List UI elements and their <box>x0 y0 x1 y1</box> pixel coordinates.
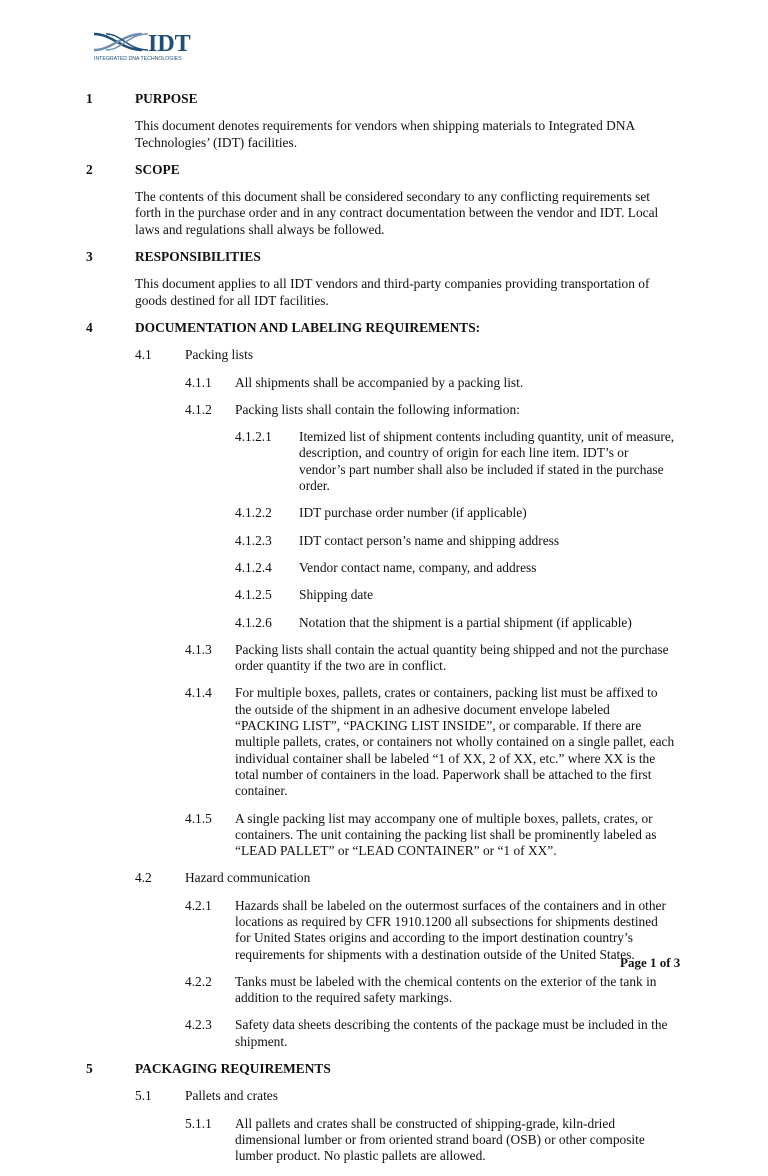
numbered-item <box>0 402 768 418</box>
svg-text:IDT: IDT <box>148 31 191 57</box>
paragraph <box>0 189 768 238</box>
item-text: Tanks must be labeled with the chemical contents on the exterior of the tank in addition to the required safety markings. <box>235 973 657 1006</box>
item-number: 4 <box>86 319 93 335</box>
numbered-item <box>0 587 768 603</box>
item-text: IDT purchase order number (if applicable) <box>299 505 527 521</box>
item-number: 4.1.2.5 <box>235 587 272 603</box>
item-text: Vendor contact name, company, and address <box>299 559 537 575</box>
item-text: PURPOSE <box>135 91 198 106</box>
section-heading <box>0 320 768 336</box>
item-text: Packing lists shall contain the actual quantity being shipped and not the purchase order quantity if the two are in conflict. <box>235 641 669 674</box>
item-number: 1 <box>86 91 93 106</box>
item-text: DOCUMENTATION AND LABELING REQUIREMENTS: <box>135 319 481 335</box>
idt-logo <box>92 28 220 62</box>
item-number: 4.1 <box>135 347 152 363</box>
item-text: A single packing list may accompany one of multiple boxes, pallets, crates, or containers. The unit containing the packing list shall be prominently labeled as “LEAD PALLET” or “LEAD CONTAINER” or “1 of XX”. <box>235 810 657 859</box>
item-number: 4.2.3 <box>185 1017 212 1033</box>
item-text: Notation that the shipment is a partial shipment (if applicable) <box>299 614 632 630</box>
item-number: 4.2.2 <box>185 973 212 989</box>
section-heading <box>0 249 768 265</box>
item-text: All pallets and crates shall be constructed of shipping-grade, kiln-dried dimensional lumber or from oriented strand board (OSB) or other composite lumber product. No plastic pallets are allowed. <box>235 1115 645 1164</box>
numbered-item <box>0 870 768 886</box>
svg-text:INTEGRATED DNA TECHNOLOGIES: INTEGRATED DNA TECHNOLOGIES <box>94 56 182 62</box>
numbered-item <box>0 505 768 521</box>
item-number: 4.2 <box>135 870 152 886</box>
item-number: 5.1 <box>135 1088 152 1104</box>
numbered-item <box>0 615 768 631</box>
item-text: All shipments shall be accompanied by a packing list. <box>235 374 524 390</box>
numbered-item <box>0 1088 768 1104</box>
item-text: Itemized list of shipment contents including quantity, unit of measure, description, and country of origin for each line item. IDT’s or vendor’s part number shall also be included if stated in the purchase order. <box>299 429 675 494</box>
item-number: 4.1.4 <box>185 685 212 701</box>
section-heading <box>0 162 768 178</box>
page-number: Page 1 of 3 <box>620 955 681 970</box>
item-text: The contents of this document shall be considered secondary to any conflicting requirements set forth in the purchase order and in any contract documentation between the vendor and IDT. Local laws and regulations shall always be followed. <box>135 189 659 237</box>
item-text: Hazard communication <box>185 870 311 886</box>
item-number: 4.1.2.1 <box>235 429 272 445</box>
item-number: 4.1.2.4 <box>235 559 272 575</box>
item-text: For multiple boxes, pallets, crates or containers, packing list must be affixed to the outside of the shipment in an adhesive document envelope labeled “PACKING LIST”, “PACKING LIST INSIDE”, or comparable. If there are multiple pallets, crates, or containers not wholly contained on a single pallet, each individual container shall be labeled “1 of XX, 2 of XX, etc.” where XX is the total number of containers in the load. Paperwork shall be attached to the first container. <box>235 685 675 799</box>
numbered-item <box>0 642 768 675</box>
numbered-item <box>0 898 768 963</box>
item-text: Hazards shall be labeled on the outermost surfaces of the containers and in other locations as required by CFR 1910.1200 all subsections for shipments destined for United States origins and according to the import destination country’s requirements for shipments with a destination outside of the United States. <box>235 897 666 962</box>
item-text: This document applies to all IDT vendors and third-party companies providing transportation of goods destined for all IDT facilities. <box>135 276 650 308</box>
item-text: Shipping date <box>299 587 374 603</box>
section-heading <box>0 1061 768 1077</box>
item-number: 5.1.1 <box>185 1115 212 1131</box>
item-number: 4.1.2 <box>185 401 212 417</box>
paragraph <box>0 118 768 151</box>
section-heading <box>0 91 768 107</box>
item-number: 4.1.2.6 <box>235 614 272 630</box>
item-number: 4.1.3 <box>185 641 212 657</box>
item-number: 4.1.5 <box>185 810 212 826</box>
item-text: Safety data sheets describing the contents of the package must be included in the shipment. <box>235 1017 668 1049</box>
item-text: Pallets and crates <box>185 1088 278 1104</box>
item-text: PACKAGING REQUIREMENTS <box>135 1061 331 1077</box>
paragraph <box>0 276 768 309</box>
numbered-item <box>0 429 768 494</box>
numbered-item <box>0 375 768 391</box>
item-number: 5 <box>86 1061 93 1077</box>
numbered-item <box>0 347 768 363</box>
document-body <box>0 91 768 1176</box>
item-number: 4.1.1 <box>185 374 212 390</box>
item-number: 3 <box>86 249 93 265</box>
numbered-item <box>0 533 768 549</box>
item-text: This document denotes requirements for vendors when shipping materials to Integrated DNA Technologies’ (IDT) facilities. <box>135 118 635 150</box>
item-text: SCOPE <box>135 161 180 177</box>
numbered-item <box>0 1116 768 1165</box>
numbered-item <box>0 811 768 860</box>
item-text: Packing lists shall contain the following information: <box>235 401 520 417</box>
numbered-item <box>0 1017 768 1050</box>
numbered-item <box>0 974 768 1007</box>
item-number: 4.2.1 <box>185 897 212 913</box>
item-number: 2 <box>86 161 93 177</box>
item-text: IDT contact person’s name and shipping address <box>299 532 560 548</box>
item-text: Packing lists <box>185 347 254 363</box>
numbered-item <box>0 685 768 799</box>
numbered-item <box>0 560 768 576</box>
item-number: 4.1.2.3 <box>235 532 272 548</box>
item-text: RESPONSIBILITIES <box>135 249 261 265</box>
item-number: 4.1.2.2 <box>235 505 272 521</box>
